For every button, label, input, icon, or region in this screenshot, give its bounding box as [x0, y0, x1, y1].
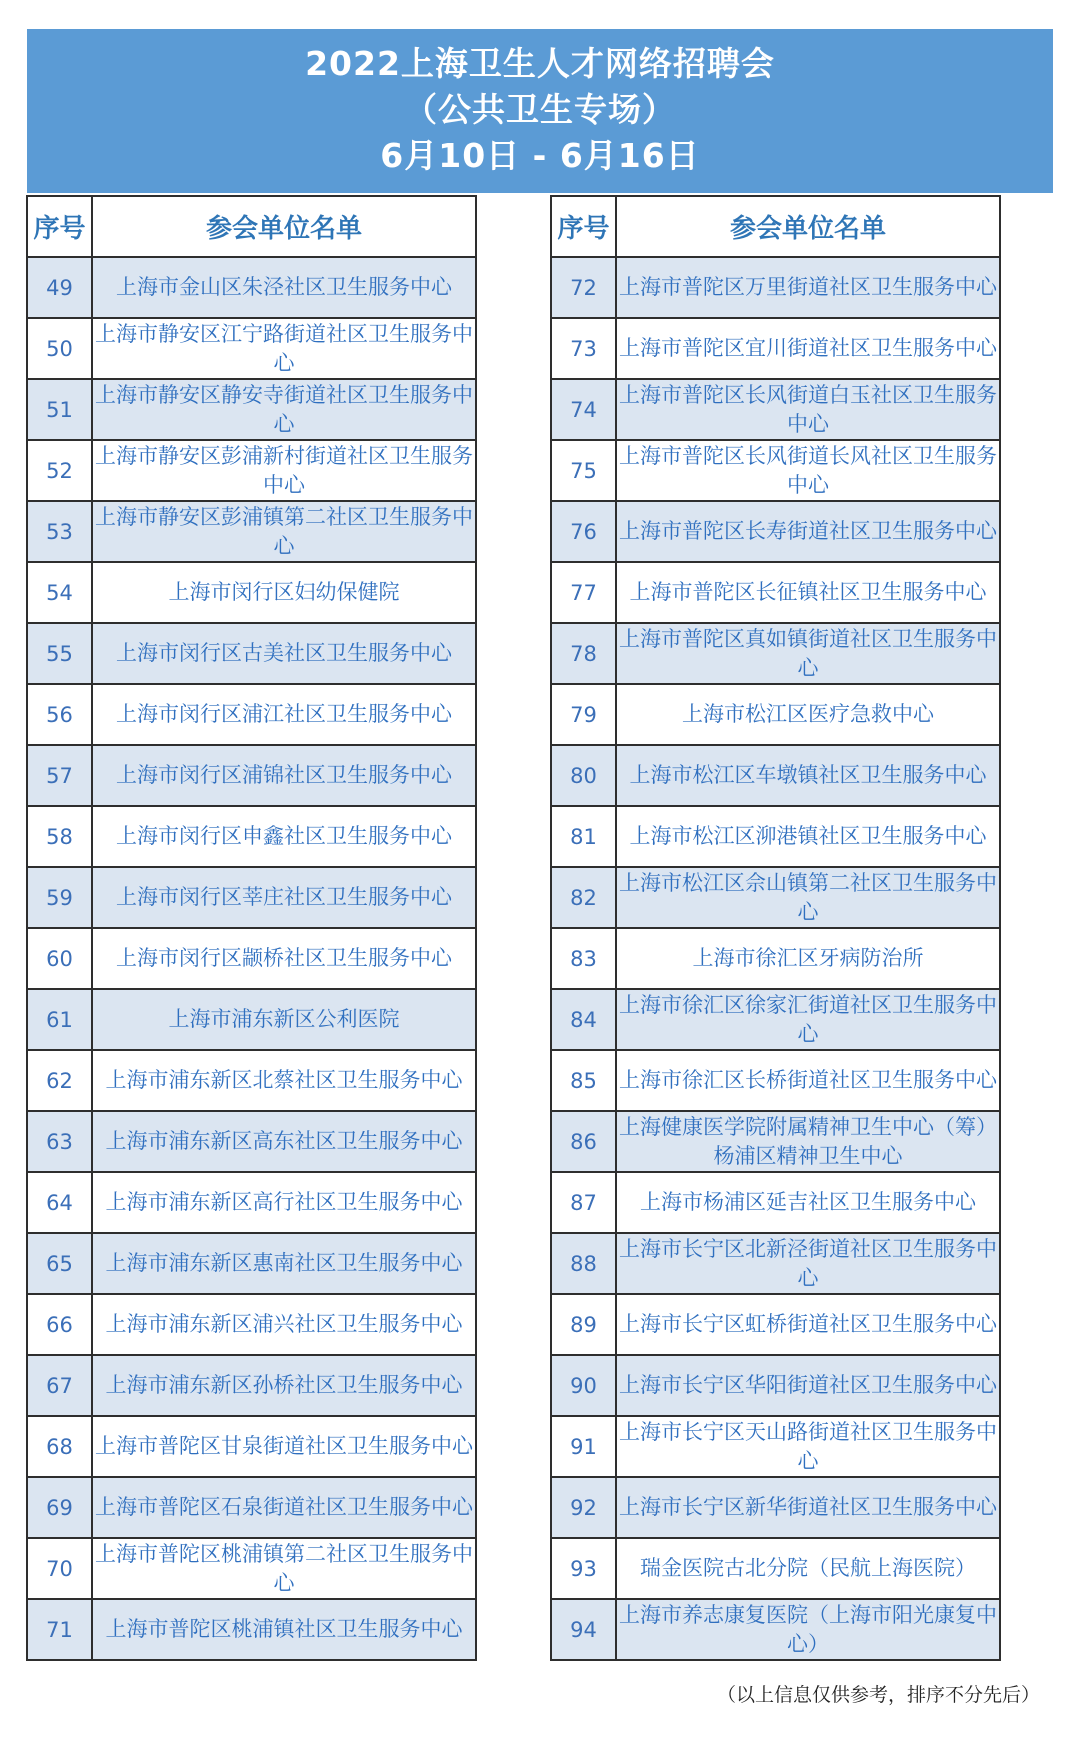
table-row — [551, 623, 1000, 684]
unit-name: 上海市普陀区真如镇街道社区卫生服务中心 — [616, 623, 1000, 684]
unit-name: 上海市静安区彭浦新村街道社区卫生服务中心 — [92, 440, 476, 501]
row-number: 88 — [551, 1233, 616, 1294]
table-row — [551, 1416, 1000, 1477]
unit-name: 上海市普陀区万里街道社区卫生服务中心 — [616, 257, 1000, 318]
row-number: 73 — [551, 318, 616, 379]
row-number: 72 — [551, 257, 616, 318]
unit-name: 上海市闵行区申鑫社区卫生服务中心 — [92, 806, 476, 867]
table-row — [27, 562, 476, 623]
table-row — [551, 806, 1000, 867]
row-number: 63 — [27, 1111, 92, 1172]
unit-name: 上海市静安区静安寺街道社区卫生服务中心 — [92, 379, 476, 440]
table-row — [551, 1172, 1000, 1233]
row-number: 64 — [27, 1172, 92, 1233]
unit-name: 上海市闵行区古美社区卫生服务中心 — [92, 623, 476, 684]
table-row — [27, 928, 476, 989]
row-number: 52 — [27, 440, 92, 501]
row-number: 58 — [27, 806, 92, 867]
unit-name-line-2: 杨浦区精神卫生中心 — [713, 1143, 903, 1168]
row-number: 51 — [27, 379, 92, 440]
row-number: 90 — [551, 1355, 616, 1416]
table-row — [27, 257, 476, 318]
unit-name: 上海市浦东新区高行社区卫生服务中心 — [92, 1172, 476, 1233]
row-number: 70 — [27, 1538, 92, 1599]
table-row — [551, 928, 1000, 989]
row-number: 91 — [551, 1416, 616, 1477]
row-number: 83 — [551, 928, 616, 989]
table-row — [27, 1599, 476, 1660]
table-row — [551, 1050, 1000, 1111]
unit-name: 上海市静安区江宁路街道社区卫生服务中心 — [92, 318, 476, 379]
row-number: 93 — [551, 1538, 616, 1599]
unit-name: 上海市闵行区浦锦社区卫生服务中心 — [92, 745, 476, 806]
row-number: 60 — [27, 928, 92, 989]
row-number: 53 — [27, 501, 92, 562]
unit-name: 上海市松江区泖港镇社区卫生服务中心 — [616, 806, 1000, 867]
table-row — [27, 1294, 476, 1355]
row-number: 82 — [551, 867, 616, 928]
unit-name: 上海市长宁区华阳街道社区卫生服务中心 — [616, 1355, 1000, 1416]
unit-name: 上海市普陀区桃浦镇社区卫生服务中心 — [92, 1599, 476, 1660]
table-row — [551, 1599, 1000, 1660]
row-number: 59 — [27, 867, 92, 928]
row-number: 92 — [551, 1477, 616, 1538]
column-header-no: 序号 — [27, 196, 92, 257]
unit-name: 上海市浦东新区惠南社区卫生服务中心 — [92, 1233, 476, 1294]
unit-name: 上海市普陀区长寿街道社区卫生服务中心 — [616, 501, 1000, 562]
unit-name: 上海市浦东新区高东社区卫生服务中心 — [92, 1111, 476, 1172]
unit-name: 上海市浦东新区公利医院 — [92, 989, 476, 1050]
table-row — [551, 1111, 1000, 1172]
unit-name: 上海市闵行区莘庄社区卫生服务中心 — [92, 867, 476, 928]
unit-name: 上海市闵行区浦江社区卫生服务中心 — [92, 684, 476, 745]
table-row — [27, 1172, 476, 1233]
row-number: 65 — [27, 1233, 92, 1294]
unit-name: 上海市金山区朱泾社区卫生服务中心 — [92, 257, 476, 318]
unit-name: 上海市长宁区虹桥街道社区卫生服务中心 — [616, 1294, 1000, 1355]
table-row — [27, 1050, 476, 1111]
page-subtitle: （公共卫生专场） — [404, 90, 676, 129]
table-row — [551, 501, 1000, 562]
row-number: 75 — [551, 440, 616, 501]
unit-name: 上海市普陀区长风街道长风社区卫生服务中心 — [616, 440, 1000, 501]
row-number: 76 — [551, 501, 616, 562]
unit-name: 上海市普陀区宜川街道社区卫生服务中心 — [616, 318, 1000, 379]
unit-name: 上海市松江区医疗急救中心 — [616, 684, 1000, 745]
row-number: 67 — [27, 1355, 92, 1416]
date-range: 6月10日 - 6月16日 — [380, 136, 700, 175]
table-row — [27, 1233, 476, 1294]
column-header-no: 序号 — [551, 196, 616, 257]
unit-name: 上海市浦东新区孙桥社区卫生服务中心 — [92, 1355, 476, 1416]
table-row — [27, 867, 476, 928]
footnote: （以上信息仅供参考，排序不分先后） — [716, 1684, 1040, 1706]
row-number: 79 — [551, 684, 616, 745]
row-number: 49 — [27, 257, 92, 318]
table-row — [551, 745, 1000, 806]
unit-name: 上海市杨浦区延吉社区卫生服务中心 — [616, 1172, 1000, 1233]
row-number: 78 — [551, 623, 616, 684]
row-number: 77 — [551, 562, 616, 623]
row-number: 54 — [27, 562, 92, 623]
table-row — [27, 989, 476, 1050]
row-number: 55 — [27, 623, 92, 684]
unit-name: 上海市普陀区甘泉街道社区卫生服务中心 — [92, 1416, 476, 1477]
table-row — [551, 1233, 1000, 1294]
table-row — [27, 745, 476, 806]
table-row — [551, 257, 1000, 318]
row-number: 74 — [551, 379, 616, 440]
table-row — [551, 684, 1000, 745]
column-header-name: 参会单位名单 — [92, 196, 476, 257]
unit-name: 上海市徐汇区牙病防治所 — [616, 928, 1000, 989]
unit-name: 上海市静安区彭浦镇第二社区卫生服务中心 — [92, 501, 476, 562]
table-row — [27, 318, 476, 379]
table-row — [551, 318, 1000, 379]
row-number: 71 — [27, 1599, 92, 1660]
row-number: 50 — [27, 318, 92, 379]
unit-name — [616, 1111, 1000, 1172]
row-number: 69 — [27, 1477, 92, 1538]
unit-name: 上海市浦东新区浦兴社区卫生服务中心 — [92, 1294, 476, 1355]
unit-name: 上海市普陀区长风街道白玉社区卫生服务中心 — [616, 379, 1000, 440]
table-row — [27, 379, 476, 440]
unit-name: 上海市徐汇区长桥街道社区卫生服务中心 — [616, 1050, 1000, 1111]
table-row — [27, 501, 476, 562]
unit-name: 上海市松江区车墩镇社区卫生服务中心 — [616, 745, 1000, 806]
table-row — [551, 1538, 1000, 1599]
table-row — [27, 1111, 476, 1172]
column-header-name: 参会单位名单 — [616, 196, 1000, 257]
row-number: 61 — [27, 989, 92, 1050]
row-number: 68 — [27, 1416, 92, 1477]
row-number: 56 — [27, 684, 92, 745]
table-row — [551, 1294, 1000, 1355]
row-number: 80 — [551, 745, 616, 806]
unit-name: 上海市普陀区长征镇社区卫生服务中心 — [616, 562, 1000, 623]
page-header — [27, 29, 1053, 193]
unit-name: 瑞金医院古北分院（民航上海医院） — [616, 1538, 1000, 1599]
table-row — [551, 562, 1000, 623]
table-row — [551, 989, 1000, 1050]
unit-name: 上海市徐汇区徐家汇街道社区卫生服务中心 — [616, 989, 1000, 1050]
table-row — [27, 1477, 476, 1538]
table-header-row — [551, 196, 1000, 257]
left-table-body — [27, 257, 476, 1660]
table-row — [551, 379, 1000, 440]
unit-name: 上海市闵行区妇幼保健院 — [92, 562, 476, 623]
right-unit-table — [550, 195, 1001, 1661]
row-number: 89 — [551, 1294, 616, 1355]
table-row — [551, 1477, 1000, 1538]
left-unit-table — [26, 195, 477, 1661]
row-number: 85 — [551, 1050, 616, 1111]
table-row — [27, 684, 476, 745]
row-number: 57 — [27, 745, 92, 806]
right-table-body — [551, 257, 1000, 1660]
table-header-row — [27, 196, 476, 257]
table-row — [551, 1355, 1000, 1416]
page-title: 2022上海卫生人才网络招聘会 — [305, 44, 775, 83]
unit-name: 上海市浦东新区北蔡社区卫生服务中心 — [92, 1050, 476, 1111]
table-row — [27, 1538, 476, 1599]
table-row — [27, 440, 476, 501]
unit-name-line-1: 上海健康医学院附属精神卫生中心（筹） — [619, 1114, 997, 1139]
row-number: 87 — [551, 1172, 616, 1233]
row-number: 94 — [551, 1599, 616, 1660]
table-row — [551, 867, 1000, 928]
unit-name: 上海市养志康复医院（上海市阳光康复中心） — [616, 1599, 1000, 1660]
table-row — [27, 623, 476, 684]
unit-name: 上海市长宁区天山路街道社区卫生服务中心 — [616, 1416, 1000, 1477]
row-number: 84 — [551, 989, 616, 1050]
table-row — [551, 440, 1000, 501]
row-number: 81 — [551, 806, 616, 867]
table-row — [27, 806, 476, 867]
table-row — [27, 1416, 476, 1477]
unit-name: 上海市普陀区石泉街道社区卫生服务中心 — [92, 1477, 476, 1538]
table-row — [27, 1355, 476, 1416]
row-number: 66 — [27, 1294, 92, 1355]
unit-name: 上海市闵行区颛桥社区卫生服务中心 — [92, 928, 476, 989]
unit-name: 上海市普陀区桃浦镇第二社区卫生服务中心 — [92, 1538, 476, 1599]
row-number: 86 — [551, 1111, 616, 1172]
unit-name: 上海市长宁区新华街道社区卫生服务中心 — [616, 1477, 1000, 1538]
unit-name: 上海市松江区佘山镇第二社区卫生服务中心 — [616, 867, 1000, 928]
row-number: 62 — [27, 1050, 92, 1111]
unit-name: 上海市长宁区北新泾街道社区卫生服务中心 — [616, 1233, 1000, 1294]
